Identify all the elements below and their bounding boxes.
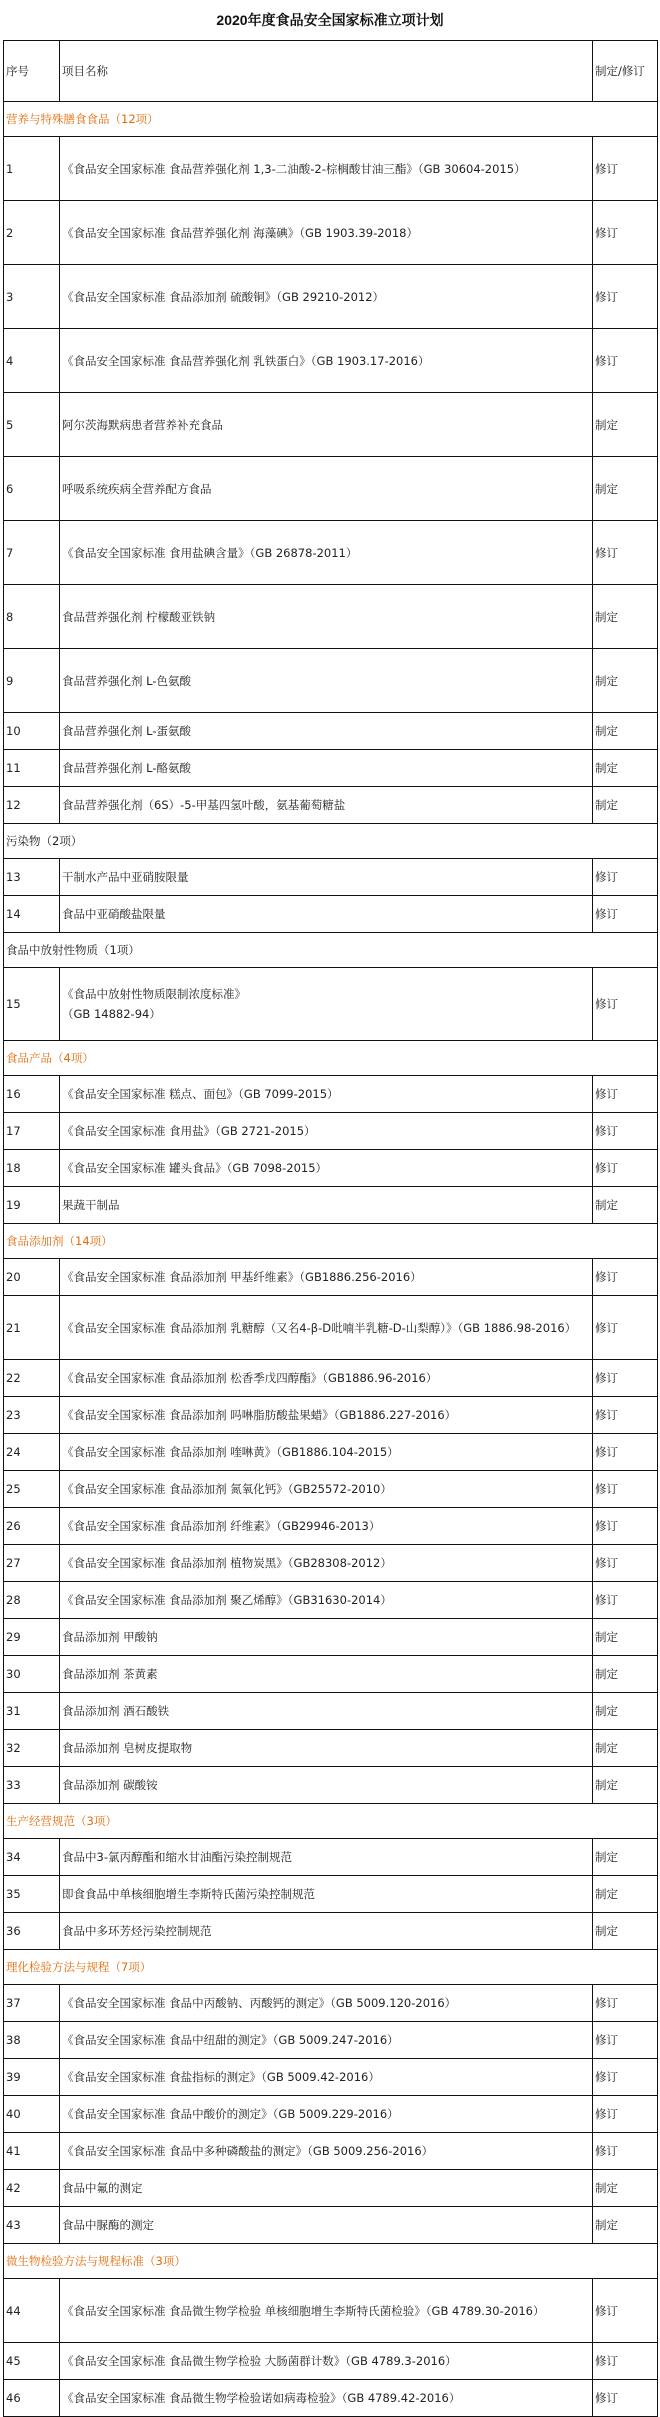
project-name-line: 食品添加剂 酒石酸铁 <box>62 1704 170 1718</box>
revision-type: 制定 <box>593 2170 658 2207</box>
table-row <box>4 2059 658 2096</box>
row-number: 23 <box>4 1397 60 1434</box>
revision-type: 修订 <box>593 2022 658 2059</box>
row-number: 4 <box>4 329 60 393</box>
revision-type: 修订 <box>593 329 658 393</box>
section-row <box>4 1224 658 1259</box>
project-name-line: 《食品安全国家标准 食品添加剂 聚乙烯醇》（GB31630-2014） <box>62 1593 392 1607</box>
revision-type: 修订 <box>593 137 658 201</box>
table-row <box>4 1876 658 1913</box>
revision-type: 修订 <box>593 1113 658 1150</box>
table-row <box>4 1471 658 1508</box>
project-name-line: 干制水产品中亚硝胺限量 <box>62 870 189 884</box>
project-name-line: 《食品安全国家标准 食品添加剂 甲基纤维素》（GB1886.256-2016） <box>62 1270 422 1284</box>
project-name-line: 《食品安全国家标准 食品微生物学检验诺如病毒检验》（GB 4789.42-2016） <box>62 2391 461 2405</box>
project-name-line: 食品营养强化剂 L-蛋氨酸 <box>62 724 192 738</box>
page-title: 2020年度食品安全国家标准立项计划 <box>216 12 444 28</box>
project-name <box>60 859 593 896</box>
revision-type: 修订 <box>593 1471 658 1508</box>
table-row <box>4 2343 658 2380</box>
project-name-line: 《食品安全国家标准 食品中酸价的测定》（GB 5009.229-2016） <box>62 2107 399 2121</box>
project-name <box>60 713 593 750</box>
section-title: 微生物检验方法与规程标准（3项） <box>4 2244 658 2279</box>
table-row <box>4 1397 658 1434</box>
revision-type: 修订 <box>593 1397 658 1434</box>
row-number: 12 <box>4 787 60 824</box>
section-title: 食品添加剂（14项） <box>4 1224 658 1259</box>
project-name <box>60 457 593 521</box>
revision-type: 制定 <box>593 1656 658 1693</box>
row-number: 43 <box>4 2207 60 2244</box>
revision-type: 修订 <box>593 1259 658 1296</box>
project-name <box>60 1656 593 1693</box>
project-name-line: 《食品中放射性物质限制浓度标准》 <box>62 987 246 1001</box>
revision-type: 修订 <box>593 201 658 265</box>
table-row <box>4 968 658 1041</box>
revision-type: 修订 <box>593 2059 658 2096</box>
project-name <box>60 1767 593 1804</box>
table-row <box>4 2279 658 2343</box>
project-name-line: 《食品安全国家标准 食品中纽甜的测定》（GB 5009.247-2016） <box>62 2033 399 2047</box>
project-name-line: 《食品安全国家标准 食用盐》（GB 2721-2015） <box>62 1124 316 1138</box>
row-number: 1 <box>4 137 60 201</box>
row-number: 34 <box>4 1839 60 1876</box>
project-name <box>60 1187 593 1224</box>
project-name <box>60 2279 593 2343</box>
project-name-line: 《食品安全国家标准 食品营养强化剂 1,3-二油酸-2-棕榈酸甘油三酯》（GB 30604-2015） <box>62 161 526 176</box>
revision-type: 制定 <box>593 1913 658 1950</box>
section-title: 食品中放射性物质（1项） <box>4 933 658 968</box>
row-number: 33 <box>4 1767 60 1804</box>
table-row <box>4 2096 658 2133</box>
revision-type: 修订 <box>593 968 658 1041</box>
row-number: 9 <box>4 649 60 713</box>
row-number: 24 <box>4 1434 60 1471</box>
row-number: 37 <box>4 1985 60 2022</box>
project-name-line: 食品中亚硝酸盐限量 <box>62 907 166 921</box>
project-name-line: （GB 14882-94） <box>62 1007 161 1021</box>
project-name-line: 即食食品中单核细胞增生李斯特氏菌污染控制规范 <box>62 1887 315 1901</box>
project-name <box>60 137 593 201</box>
project-name-line: 食品中多环芳烃污染控制规范 <box>62 1924 212 1938</box>
row-number: 32 <box>4 1730 60 1767</box>
revision-type: 修订 <box>593 859 658 896</box>
table-row <box>4 2170 658 2207</box>
project-name-line: 《食品安全国家标准 食品添加剂 乳糖醇（又名4-β-D吡喃半乳糖-D-山梨醇）》（GB 1886.98-2016） <box>62 1320 577 1335</box>
row-number: 14 <box>4 896 60 933</box>
project-name <box>60 393 593 457</box>
project-name-line: 《食品安全国家标准 糕点、面包》（GB 7099-2015） <box>62 1087 339 1101</box>
row-number: 11 <box>4 750 60 787</box>
project-name-line: 《食品安全国家标准 食品添加剂 松香季戊四醇酯》（GB1886.96-2016） <box>62 1371 438 1385</box>
revision-type: 修订 <box>593 2279 658 2343</box>
row-number: 2 <box>4 201 60 265</box>
row-number: 38 <box>4 2022 60 2059</box>
project-name-line: 食品中氟的测定 <box>62 2181 143 2195</box>
table-row <box>4 1434 658 1471</box>
row-number: 44 <box>4 2279 60 2343</box>
row-number: 39 <box>4 2059 60 2096</box>
table-row <box>4 585 658 649</box>
project-name-line: 《食品安全国家标准 食品添加剂 氮氧化钙》（GB25572-2010） <box>62 1482 392 1496</box>
section-row <box>4 1950 658 1985</box>
project-name <box>60 787 593 824</box>
row-number: 30 <box>4 1656 60 1693</box>
project-name <box>60 2059 593 2096</box>
table-row <box>4 1296 658 1360</box>
table-row <box>4 787 658 824</box>
row-number: 15 <box>4 968 60 1041</box>
revision-type: 修订 <box>593 1508 658 1545</box>
revision-type: 修订 <box>593 1985 658 2022</box>
table-row <box>4 1545 658 1582</box>
table-row <box>4 1656 658 1693</box>
revision-type: 修订 <box>593 2096 658 2133</box>
section-title: 污染物（2项） <box>4 824 658 859</box>
project-name <box>60 1434 593 1471</box>
section-row <box>4 102 658 137</box>
project-name-line: 《食品安全国家标准 食品微生物学检验 单核细胞增生李斯特氏菌检验》（GB 4789.30-2016） <box>62 2303 545 2318</box>
project-name-line: 《食品安全国家标准 罐头食品》（GB 7098-2015） <box>62 1161 328 1175</box>
table-row <box>4 1913 658 1950</box>
table-row <box>4 457 658 521</box>
revision-type: 制定 <box>593 585 658 649</box>
table-row <box>4 1693 658 1730</box>
project-name-line: 《食品安全国家标准 食品添加剂 硫酸铜》（GB 29210-2012） <box>62 289 385 304</box>
project-name <box>60 1113 593 1150</box>
row-number: 35 <box>4 1876 60 1913</box>
project-name <box>60 329 593 393</box>
project-name <box>60 1545 593 1582</box>
project-name <box>60 1582 593 1619</box>
revision-type: 修订 <box>593 521 658 585</box>
row-number: 22 <box>4 1360 60 1397</box>
row-number: 21 <box>4 1296 60 1360</box>
row-number: 3 <box>4 265 60 329</box>
project-name-line: 《食品安全国家标准 食品中丙酸钠、丙酸钙的测定》（GB 5009.120-2016） <box>62 1996 457 2010</box>
section-title: 营养与特殊膳食食品（12项） <box>4 102 658 137</box>
section-row <box>4 2244 658 2279</box>
project-name <box>60 1360 593 1397</box>
row-number: 16 <box>4 1076 60 1113</box>
revision-type: 修订 <box>593 2380 658 2417</box>
project-name-line: 食品添加剂 甲酸钠 <box>62 1630 158 1644</box>
revision-type: 制定 <box>593 2207 658 2244</box>
project-name <box>60 1839 593 1876</box>
row-number: 42 <box>4 2170 60 2207</box>
project-name <box>60 2207 593 2244</box>
project-name <box>60 968 593 1041</box>
revision-type: 修订 <box>593 1296 658 1360</box>
revision-type: 制定 <box>593 457 658 521</box>
revision-type: 修订 <box>593 2343 658 2380</box>
revision-type: 制定 <box>593 1187 658 1224</box>
table-header-row <box>4 41 658 102</box>
table-row <box>4 1113 658 1150</box>
project-name <box>60 896 593 933</box>
project-name-line: 阿尔茨海默病患者营养补充食品 <box>62 417 223 432</box>
row-number: 25 <box>4 1471 60 1508</box>
revision-type: 制定 <box>593 1767 658 1804</box>
project-name-line: 《食品安全国家标准 食品营养强化剂 海藻碘》（GB 1903.39-2018） <box>62 225 418 240</box>
revision-type: 修订 <box>593 1434 658 1471</box>
project-name <box>60 2022 593 2059</box>
row-number: 18 <box>4 1150 60 1187</box>
project-name-line: 食品营养强化剂 柠檬酸亚铁钠 <box>62 609 216 624</box>
project-name <box>60 1913 593 1950</box>
table-row <box>4 2207 658 2244</box>
project-name-line: 《食品安全国家标准 食品添加剂 植物炭黑》（GB28308-2012） <box>62 1556 392 1570</box>
table-row <box>4 1150 658 1187</box>
project-name <box>60 1985 593 2022</box>
project-name <box>60 201 593 265</box>
table-row <box>4 750 658 787</box>
project-name-line: 食品营养强化剂 L-酪氨酸 <box>62 761 192 775</box>
revision-type: 修订 <box>593 1545 658 1582</box>
revision-type: 制定 <box>593 1619 658 1656</box>
header-no: 序号 <box>4 41 60 102</box>
project-name <box>60 1259 593 1296</box>
revision-type: 制定 <box>593 787 658 824</box>
table-row <box>4 1767 658 1804</box>
project-name-line: 食品营养强化剂（6S）-5-甲基四氢叶酸，氨基葡萄糖盐 <box>62 798 346 812</box>
project-name-line: 食品中脲酶的测定 <box>62 2218 154 2232</box>
row-number: 5 <box>4 393 60 457</box>
row-number: 46 <box>4 2380 60 2417</box>
revision-type: 修订 <box>593 1076 658 1113</box>
revision-type: 修订 <box>593 1150 658 1187</box>
section-row <box>4 1041 658 1076</box>
table-row <box>4 1508 658 1545</box>
project-name <box>60 2380 593 2417</box>
project-name <box>60 2096 593 2133</box>
project-name-line: 《食品安全国家标准 食品添加剂 吗啉脂肪酸盐果蜡》（GB1886.227-2016） <box>62 1408 457 1422</box>
row-number: 26 <box>4 1508 60 1545</box>
table-row <box>4 2022 658 2059</box>
row-number: 36 <box>4 1913 60 1950</box>
section-title: 食品产品（4项） <box>4 1041 658 1076</box>
row-number: 7 <box>4 521 60 585</box>
table-row <box>4 649 658 713</box>
row-number: 29 <box>4 1619 60 1656</box>
project-name <box>60 1296 593 1360</box>
revision-type: 制定 <box>593 1693 658 1730</box>
row-number: 20 <box>4 1259 60 1296</box>
section-row <box>4 933 658 968</box>
project-name <box>60 1508 593 1545</box>
project-name <box>60 2343 593 2380</box>
table-row <box>4 137 658 201</box>
row-number: 17 <box>4 1113 60 1150</box>
row-number: 10 <box>4 713 60 750</box>
project-name-line: 果蔬干制品 <box>62 1198 120 1212</box>
row-number: 40 <box>4 2096 60 2133</box>
project-name <box>60 750 593 787</box>
revision-type: 修订 <box>593 1582 658 1619</box>
project-name <box>60 1076 593 1113</box>
row-number: 8 <box>4 585 60 649</box>
revision-type: 制定 <box>593 713 658 750</box>
table-row <box>4 1730 658 1767</box>
revision-type: 修订 <box>593 896 658 933</box>
row-number: 6 <box>4 457 60 521</box>
header-name: 项目名称 <box>60 41 593 102</box>
table-row <box>4 713 658 750</box>
table-row <box>4 1985 658 2022</box>
table-row <box>4 1619 658 1656</box>
project-name <box>60 1730 593 1767</box>
revision-type: 制定 <box>593 393 658 457</box>
table-row <box>4 859 658 896</box>
revision-type: 修订 <box>593 1360 658 1397</box>
table-row <box>4 393 658 457</box>
project-name-line: 《食品安全国家标准 食品营养强化剂 乳铁蛋白》（GB 1903.17-2016） <box>62 353 430 368</box>
project-name-line: 食品营养强化剂 L-色氨酸 <box>62 673 192 688</box>
row-number: 13 <box>4 859 60 896</box>
project-name <box>60 1619 593 1656</box>
table-row <box>4 1076 658 1113</box>
project-name <box>60 521 593 585</box>
revision-type: 制定 <box>593 1839 658 1876</box>
table-row <box>4 201 658 265</box>
project-name-line: 食品添加剂 皂树皮提取物 <box>62 1741 193 1755</box>
project-name-line: 《食品安全国家标准 食盐指标的测定》（GB 5009.42-2016） <box>62 2070 380 2084</box>
row-number: 41 <box>4 2133 60 2170</box>
row-number: 27 <box>4 1545 60 1582</box>
header-type: 制定/修订 <box>593 41 658 102</box>
section-title: 理化检验方法与规程（7项） <box>4 1950 658 1985</box>
table-row <box>4 2380 658 2417</box>
row-number: 45 <box>4 2343 60 2380</box>
table-row <box>4 265 658 329</box>
project-name <box>60 585 593 649</box>
revision-type: 制定 <box>593 750 658 787</box>
project-name <box>60 1693 593 1730</box>
table-row <box>4 1360 658 1397</box>
table-row <box>4 521 658 585</box>
table-row <box>4 1839 658 1876</box>
project-name <box>60 649 593 713</box>
section-title: 生产经营规范（3项） <box>4 1804 658 1839</box>
project-name-line: 呼吸系统疾病全营养配方食品 <box>62 481 212 496</box>
project-name-line: 食品添加剂 茶黄素 <box>62 1667 158 1681</box>
project-name <box>60 265 593 329</box>
project-name-line: 《食品安全国家标准 食品添加剂 纤维素》（GB29946-2013） <box>62 1519 381 1533</box>
project-name <box>60 2170 593 2207</box>
project-name <box>60 1397 593 1434</box>
table-row <box>4 2133 658 2170</box>
revision-type: 修订 <box>593 265 658 329</box>
project-name-line: 《食品安全国家标准 食用盐碘含量》（GB 26878-2011） <box>62 545 358 560</box>
row-number: 31 <box>4 1693 60 1730</box>
revision-type: 制定 <box>593 1730 658 1767</box>
revision-type: 制定 <box>593 649 658 713</box>
table-row <box>4 896 658 933</box>
row-number: 19 <box>4 1187 60 1224</box>
standards-table <box>3 40 658 2417</box>
project-name-line: 《食品安全国家标准 食品微生物学检验 大肠菌群计数》（GB 4789.3-2016） <box>62 2354 457 2368</box>
revision-type: 制定 <box>593 1876 658 1913</box>
project-name-line: 食品中3-氯丙醇酯和缩水甘油酯污染控制规范 <box>62 1850 292 1864</box>
project-name <box>60 2133 593 2170</box>
table-row <box>4 1259 658 1296</box>
revision-type: 修订 <box>593 2133 658 2170</box>
project-name-line: 食品添加剂 碳酸铵 <box>62 1778 158 1792</box>
project-name-line: 《食品安全国家标准 食品添加剂 喹啉黄》（GB1886.104-2015） <box>62 1445 399 1459</box>
section-row <box>4 1804 658 1839</box>
project-name <box>60 1150 593 1187</box>
project-name-line: 《食品安全国家标准 食品中多种磷酸盐的测定》（GB 5009.256-2016） <box>62 2144 434 2158</box>
table-row <box>4 1187 658 1224</box>
row-number: 28 <box>4 1582 60 1619</box>
section-row <box>4 824 658 859</box>
project-name <box>60 1876 593 1913</box>
table-row <box>4 1582 658 1619</box>
project-name <box>60 1471 593 1508</box>
table-row <box>4 329 658 393</box>
